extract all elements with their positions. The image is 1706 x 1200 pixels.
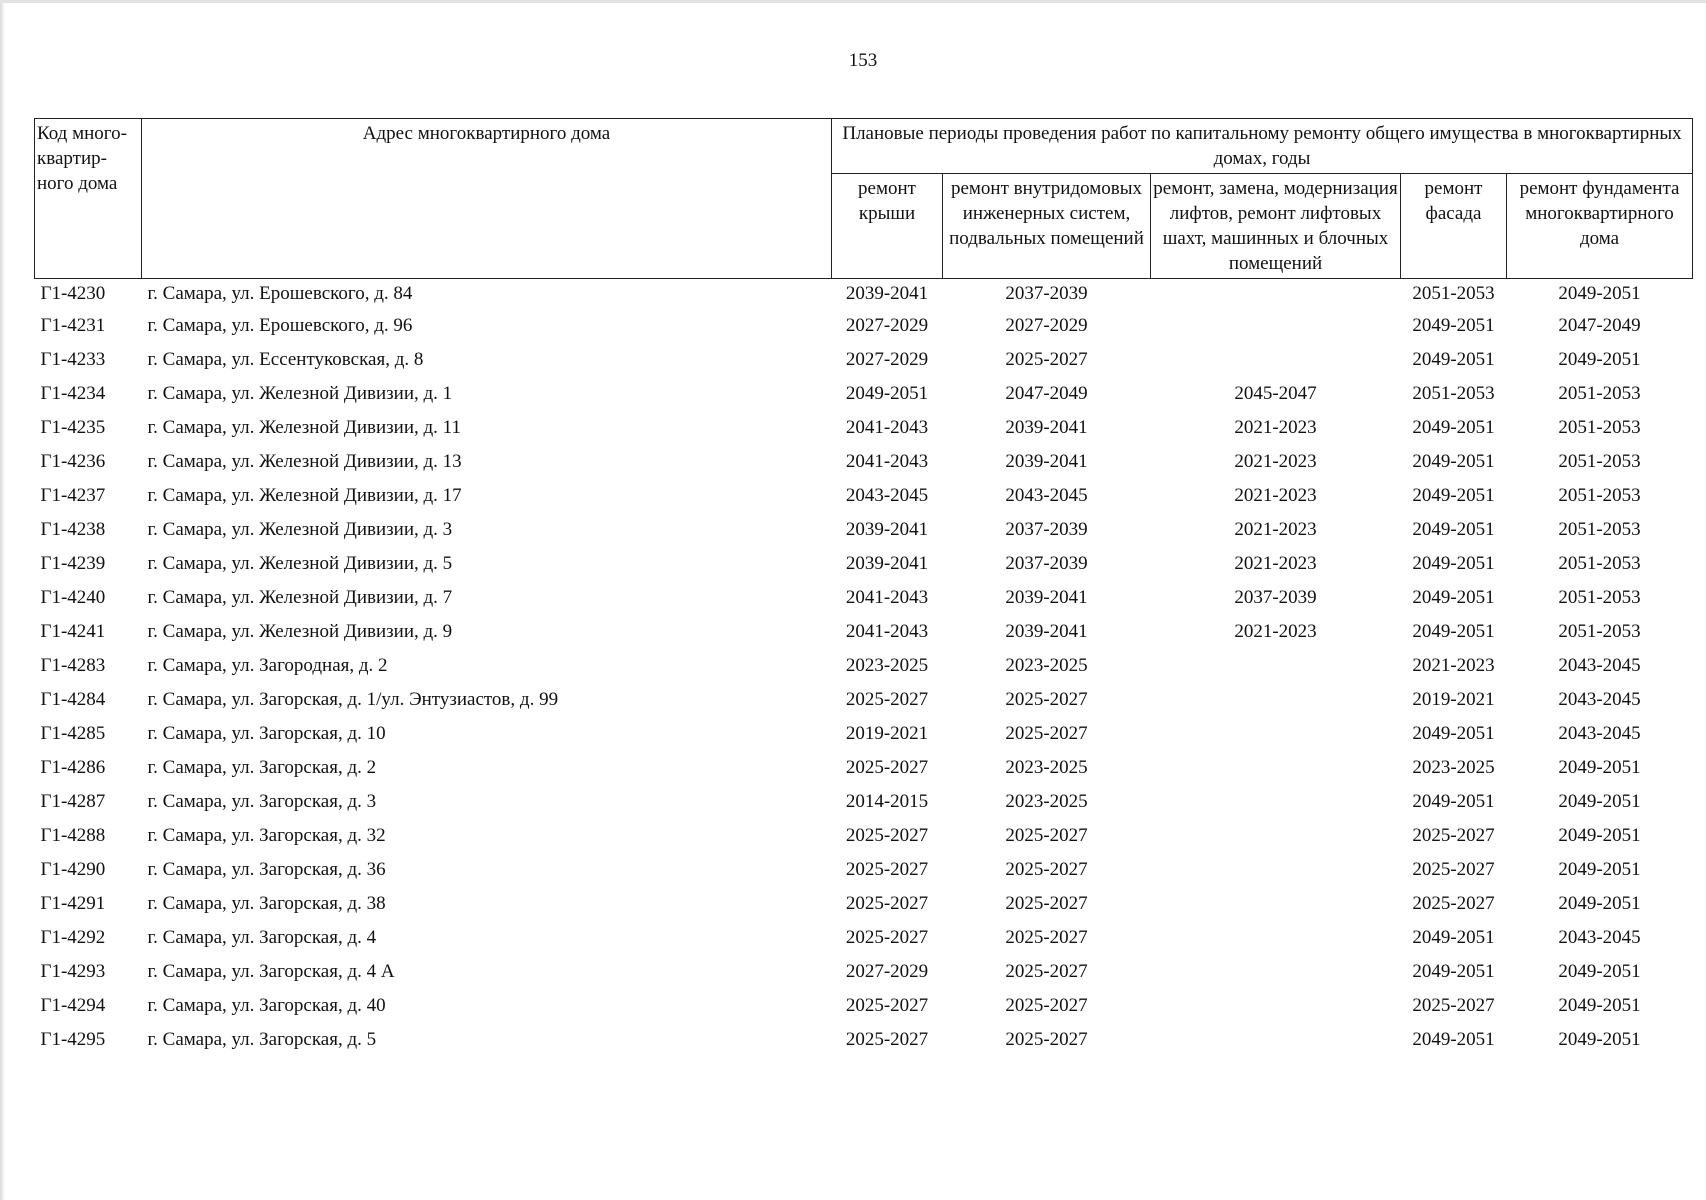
cell-elevator <box>1151 279 1401 310</box>
cell-code: Г1-4295 <box>40 1029 106 1050</box>
table-row <box>35 989 1693 1023</box>
cell-engineering: 2037-2039 <box>1005 283 1088 304</box>
cell-engineering: 2025-2027 <box>1005 689 1088 710</box>
cell-address: г. Самара, ул. Загорская, д. 5 <box>147 1029 377 1050</box>
cell-foundation: 2051-2053 <box>1558 587 1641 608</box>
cell-elevator <box>1151 955 1401 989</box>
cell-facade: 2025-2027 <box>1412 859 1495 880</box>
table-row <box>35 479 1693 513</box>
cell-foundation: 2043-2045 <box>1558 927 1641 948</box>
header-address: Адрес многоквартирного дома <box>142 119 832 279</box>
cell-engineering: 2025-2027 <box>1005 825 1088 846</box>
cell-elevator <box>1151 785 1401 819</box>
cell-code: Г1-4292 <box>40 927 106 948</box>
cell-elevator <box>1151 989 1401 1023</box>
cell-address: г. Самара, ул. Железной Дивизии, д. 5 <box>147 553 453 574</box>
cell-facade: 2049-2051 <box>1412 553 1495 574</box>
cell-engineering: 2023-2025 <box>1005 757 1088 778</box>
cell-elevator: 2021-2023 <box>1234 417 1317 438</box>
table-row <box>35 343 1693 377</box>
cell-engineering: 2039-2041 <box>1005 417 1088 438</box>
cell-engineering: 2027-2029 <box>1005 315 1088 336</box>
cell-foundation: 2051-2053 <box>1558 451 1641 472</box>
cell-engineering: 2039-2041 <box>1005 451 1088 472</box>
cell-address: г. Самара, ул. Железной Дивизии, д. 9 <box>147 621 453 642</box>
cell-foundation: 2049-2051 <box>1558 961 1641 982</box>
cell-facade: 2049-2051 <box>1412 1029 1495 1050</box>
cell-roof: 2014-2015 <box>845 791 929 812</box>
cell-foundation: 2051-2053 <box>1558 553 1641 574</box>
cell-foundation: 2049-2051 <box>1558 349 1641 370</box>
cell-elevator <box>1151 309 1401 343</box>
capital-repair-table <box>34 118 1693 1057</box>
cell-address: г. Самара, ул. Загорская, д. 1/ул. Энтузиастов, д. 99 <box>147 689 559 710</box>
cell-facade: 2049-2051 <box>1412 587 1495 608</box>
cell-address: г. Самара, ул. Железной Дивизии, д. 13 <box>147 451 462 472</box>
cell-address: г. Самара, ул. Загорская, д. 36 <box>147 859 386 880</box>
cell-roof: 2027-2029 <box>845 961 929 982</box>
cell-facade: 2049-2051 <box>1412 349 1495 370</box>
cell-engineering: 2025-2027 <box>1005 859 1088 880</box>
cell-facade: 2049-2051 <box>1412 519 1495 540</box>
cell-foundation: 2043-2045 <box>1558 689 1641 710</box>
cell-foundation: 2051-2053 <box>1558 519 1641 540</box>
table-row <box>35 751 1693 785</box>
cell-foundation: 2049-2051 <box>1558 757 1641 778</box>
cell-roof: 2019-2021 <box>845 723 929 744</box>
header-roof: ремонт крыши <box>832 174 943 279</box>
cell-code: Г1-4233 <box>40 349 106 370</box>
cell-elevator: 2037-2039 <box>1234 587 1317 608</box>
cell-address: г. Самара, ул. Загорская, д. 10 <box>147 723 386 744</box>
header-facade: ремонт фасада <box>1401 174 1507 279</box>
cell-engineering: 2025-2027 <box>1005 961 1088 982</box>
table-row <box>35 819 1693 853</box>
cell-elevator: 2021-2023 <box>1234 451 1317 472</box>
cell-facade: 2049-2051 <box>1412 961 1495 982</box>
cell-elevator <box>1151 343 1401 377</box>
cell-code: Г1-4291 <box>40 893 106 914</box>
cell-address: г. Самара, ул. Железной Дивизии, д. 11 <box>147 417 461 438</box>
table-row <box>35 279 1693 310</box>
cell-elevator <box>1151 717 1401 751</box>
table-row <box>35 853 1693 887</box>
cell-facade: 2049-2051 <box>1412 723 1495 744</box>
table-body <box>35 279 1693 1058</box>
cell-facade: 2049-2051 <box>1412 417 1495 438</box>
cell-address: г. Самара, ул. Загорская, д. 38 <box>147 893 386 914</box>
table-row <box>35 683 1693 717</box>
cell-foundation: 2049-2051 <box>1558 283 1641 304</box>
table-row <box>35 547 1693 581</box>
cell-elevator: 2021-2023 <box>1234 519 1317 540</box>
cell-code: Г1-4286 <box>40 757 106 778</box>
cell-address: г. Самара, ул. Железной Дивизии, д. 17 <box>147 485 462 506</box>
cell-foundation: 2051-2053 <box>1558 621 1641 642</box>
cell-roof: 2025-2027 <box>845 1029 929 1050</box>
cell-roof: 2027-2029 <box>845 315 929 336</box>
cell-code: Г1-4234 <box>40 383 106 404</box>
table-row <box>35 445 1693 479</box>
table-row <box>35 615 1693 649</box>
cell-roof: 2025-2027 <box>845 893 929 914</box>
cell-engineering: 2023-2025 <box>1005 791 1088 812</box>
cell-roof: 2025-2027 <box>845 825 929 846</box>
cell-code: Г1-4285 <box>40 723 106 744</box>
cell-facade: 2021-2023 <box>1412 655 1495 676</box>
table-row <box>35 513 1693 547</box>
cell-code: Г1-4288 <box>40 825 106 846</box>
table-header <box>35 119 1693 279</box>
cell-code: Г1-4241 <box>40 621 106 642</box>
table-row <box>35 377 1693 411</box>
table-row <box>35 921 1693 955</box>
header-code: Код много-квартир-ного дома <box>35 119 142 279</box>
cell-foundation: 2049-2051 <box>1558 1029 1641 1050</box>
cell-foundation: 2049-2051 <box>1558 859 1641 880</box>
cell-roof: 2049-2051 <box>845 383 929 404</box>
cell-elevator: 2021-2023 <box>1234 553 1317 574</box>
table-row <box>35 411 1693 445</box>
table-row <box>35 309 1693 343</box>
cell-engineering: 2037-2039 <box>1005 553 1088 574</box>
cell-code: Г1-4290 <box>40 859 106 880</box>
scan-edge-left <box>0 0 5 1200</box>
cell-code: Г1-4235 <box>40 417 106 438</box>
cell-engineering: 2039-2041 <box>1005 621 1088 642</box>
cell-facade: 2049-2051 <box>1412 315 1495 336</box>
cell-roof: 2041-2043 <box>845 451 929 472</box>
cell-foundation: 2043-2045 <box>1558 655 1641 676</box>
cell-facade: 2019-2021 <box>1412 689 1495 710</box>
cell-facade: 2049-2051 <box>1412 927 1495 948</box>
cell-foundation: 2051-2053 <box>1558 417 1641 438</box>
cell-address: г. Самара, ул. Загорская, д. 2 <box>147 757 377 778</box>
cell-engineering: 2025-2027 <box>1005 927 1088 948</box>
cell-address: г. Самара, ул. Загородная, д. 2 <box>147 655 388 676</box>
table-row <box>35 649 1693 683</box>
table-row <box>35 785 1693 819</box>
cell-elevator <box>1151 921 1401 955</box>
cell-code: Г1-4231 <box>40 315 106 336</box>
table-row <box>35 717 1693 751</box>
cell-engineering: 2025-2027 <box>1005 349 1088 370</box>
table-row <box>35 581 1693 615</box>
cell-elevator: 2021-2023 <box>1234 485 1317 506</box>
cell-roof: 2025-2027 <box>845 757 929 778</box>
cell-address: г. Самара, ул. Загорская, д. 4 А <box>147 961 395 982</box>
cell-code: Г1-4284 <box>40 689 106 710</box>
cell-facade: 2025-2027 <box>1412 893 1495 914</box>
cell-elevator <box>1151 887 1401 921</box>
header-elevator: ремонт, замена, модернизация лифтов, ремонт лифтовых шахт, машинных и блочных помещений <box>1151 174 1401 279</box>
cell-roof: 2027-2029 <box>845 349 929 370</box>
header-engineering: ремонт внутридомовых инженерных систем, подвальных помещений <box>943 174 1151 279</box>
cell-engineering: 2025-2027 <box>1005 723 1088 744</box>
cell-foundation: 2047-2049 <box>1558 315 1641 336</box>
cell-foundation: 2049-2051 <box>1558 825 1641 846</box>
cell-code: Г1-4237 <box>40 485 106 506</box>
cell-elevator <box>1151 819 1401 853</box>
cell-code: Г1-4238 <box>40 519 106 540</box>
cell-address: г. Самара, ул. Загорская, д. 32 <box>147 825 386 846</box>
cell-roof: 2025-2027 <box>845 859 929 880</box>
cell-roof: 2041-2043 <box>845 621 929 642</box>
cell-roof: 2025-2027 <box>845 995 929 1016</box>
cell-elevator <box>1151 853 1401 887</box>
cell-roof: 2041-2043 <box>845 417 929 438</box>
cell-address: г. Самара, ул. Загорская, д. 3 <box>147 791 377 812</box>
cell-engineering: 2025-2027 <box>1005 995 1088 1016</box>
cell-code: Г1-4287 <box>40 791 106 812</box>
cell-code: Г1-4236 <box>40 451 106 472</box>
cell-address: г. Самара, ул. Железной Дивизии, д. 3 <box>147 519 453 540</box>
cell-code: Г1-4293 <box>40 961 106 982</box>
cell-engineering: 2025-2027 <box>1005 893 1088 914</box>
cell-code: Г1-4240 <box>40 587 106 608</box>
cell-elevator <box>1151 1023 1401 1057</box>
cell-facade: 2051-2053 <box>1412 383 1495 404</box>
scan-edge-top <box>0 0 1706 3</box>
cell-address: г. Самара, ул. Ессентуковская, д. 8 <box>147 349 424 370</box>
cell-address: г. Самара, ул. Загорская, д. 4 <box>147 927 377 948</box>
cell-roof: 2025-2027 <box>845 689 929 710</box>
header-periods: Плановые периоды проведения работ по капитальному ремонту общего имущества в многоквартирных домах, годы <box>832 119 1693 174</box>
cell-engineering: 2039-2041 <box>1005 587 1088 608</box>
cell-elevator <box>1151 649 1401 683</box>
cell-facade: 2049-2051 <box>1412 621 1495 642</box>
cell-elevator: 2045-2047 <box>1234 383 1317 404</box>
cell-code: Г1-4230 <box>40 283 106 304</box>
cell-code: Г1-4283 <box>40 655 106 676</box>
cell-roof: 2041-2043 <box>845 587 929 608</box>
cell-facade: 2049-2051 <box>1412 451 1495 472</box>
cell-foundation: 2049-2051 <box>1558 791 1641 812</box>
cell-address: г. Самара, ул. Ерошевского, д. 84 <box>147 283 413 304</box>
cell-facade: 2049-2051 <box>1412 791 1495 812</box>
cell-facade: 2025-2027 <box>1412 995 1495 1016</box>
cell-engineering: 2043-2045 <box>1005 485 1088 506</box>
cell-address: г. Самара, ул. Железной Дивизии, д. 1 <box>147 383 453 404</box>
cell-engineering: 2025-2027 <box>1005 1029 1088 1050</box>
cell-foundation: 2051-2053 <box>1558 383 1641 404</box>
cell-foundation: 2049-2051 <box>1558 995 1641 1016</box>
table-row <box>35 955 1693 989</box>
cell-facade: 2023-2025 <box>1412 757 1495 778</box>
cell-address: г. Самара, ул. Ерошевского, д. 96 <box>147 315 413 336</box>
cell-facade: 2049-2051 <box>1412 485 1495 506</box>
cell-roof: 2025-2027 <box>845 927 929 948</box>
cell-engineering: 2037-2039 <box>1005 519 1088 540</box>
cell-roof: 2023-2025 <box>845 655 929 676</box>
cell-roof: 2043-2045 <box>845 485 929 506</box>
table-row <box>35 887 1693 921</box>
cell-code: Г1-4239 <box>40 553 106 574</box>
cell-foundation: 2043-2045 <box>1558 723 1641 744</box>
cell-roof: 2039-2041 <box>845 553 929 574</box>
cell-address: г. Самара, ул. Железной Дивизии, д. 7 <box>147 587 453 608</box>
cell-elevator <box>1151 751 1401 785</box>
cell-code: Г1-4294 <box>40 995 106 1016</box>
page-number: 153 <box>848 50 878 71</box>
cell-address: г. Самара, ул. Загорская, д. 40 <box>147 995 386 1016</box>
cell-facade: 2051-2053 <box>1412 283 1495 304</box>
cell-facade: 2025-2027 <box>1412 825 1495 846</box>
cell-foundation: 2051-2053 <box>1558 485 1641 506</box>
cell-roof: 2039-2041 <box>845 283 929 304</box>
cell-foundation: 2049-2051 <box>1558 893 1641 914</box>
cell-engineering: 2047-2049 <box>1005 383 1088 404</box>
cell-elevator <box>1151 683 1401 717</box>
cell-elevator: 2021-2023 <box>1234 621 1317 642</box>
cell-roof: 2039-2041 <box>845 519 929 540</box>
cell-engineering: 2023-2025 <box>1005 655 1088 676</box>
table-row <box>35 1023 1693 1057</box>
header-foundation: ремонт фундамента многоквартирного дома <box>1507 174 1693 279</box>
